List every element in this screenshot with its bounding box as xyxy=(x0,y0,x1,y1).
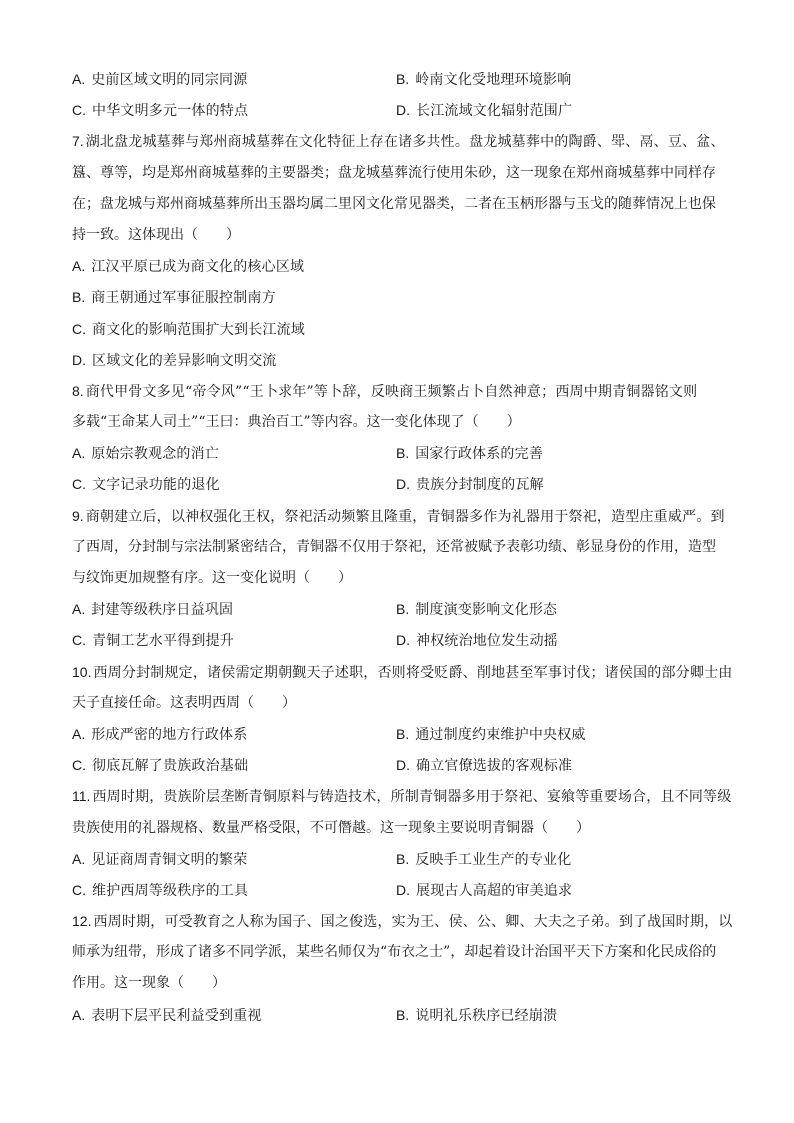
q11-option-a: A. 见证商周青铜文明的繁荣 xyxy=(72,850,248,868)
question-12 xyxy=(72,906,748,1031)
q8-option-c: C. 文字记录功能的退化 xyxy=(72,476,220,494)
question-stem-line: 在；盘龙城与郑州商城墓葬所出玉器均属二里冈文化常见器类，二者在玉柄形器与玉戈的随葬情况上也保 xyxy=(72,195,716,212)
question-10 xyxy=(72,657,748,782)
q6-option-b: B. 岭南文化受地理环境影响 xyxy=(396,71,572,88)
q8-options-row-1 xyxy=(72,438,748,469)
question-7 xyxy=(72,126,748,376)
question-stem-line: 与纹饰更加规整有序。这一变化说明（ ） xyxy=(72,570,352,586)
q7-option-d: D. 区域文化的差异影响文明交流 xyxy=(72,351,277,369)
q10-options-row-2 xyxy=(72,750,748,781)
q7-option-b: B. 商王朝通过军事征服控制南方 xyxy=(72,289,276,307)
q12-options-row-1 xyxy=(72,1000,748,1031)
q11-option-b: B. 反映手工业生产的专业化 xyxy=(396,850,572,868)
q8-option-b: B. 国家行政体系的完善 xyxy=(396,445,544,463)
question-stem-line: 7. 湖北盘龙城墓葬与郑州商城墓葬在文化特征上存在诸多共性。盘龙城墓葬中的陶爵、斝、鬲、豆、盆、 xyxy=(72,133,725,151)
q11-option-d: D. 展现古人高超的审美追求 xyxy=(396,881,573,899)
q10-option-c: C. 彻底瓦解了贵族政治基础 xyxy=(72,757,249,775)
question-8 xyxy=(72,376,748,501)
q10-option-b: B. 通过制度约束维护中央权威 xyxy=(396,725,586,743)
question-stem-line: 11. 西周时期，贵族阶层垄断青铜原料与铸造技术，所制青铜器多用于祭祀、宴飨等重要场合，且不同等级 xyxy=(72,788,732,806)
q6-option-d: D. 长江流域文化辐射范围广 xyxy=(396,102,573,120)
question-stem-line: 天子直接任命。这表明西周（ ） xyxy=(72,694,296,711)
q8-option-a: A. 原始宗教观念的消亡 xyxy=(72,445,220,463)
q6-options-row-2 xyxy=(72,95,748,126)
q6-option-a: A. 史前区域文明的同宗同源 xyxy=(72,71,248,88)
question-stem-line: 10. 西周分封制规定，诸侯需定期朝觐天子述职，否则将受贬爵、削地甚至军事讨伐；诸侯国的部分卿士由 xyxy=(72,663,733,681)
q9-option-b: B. 制度演变影响文化形态 xyxy=(396,601,558,619)
question-stem-line: 多载“王命某人司土”“王曰：典治百工”等内容。这一变化体现了（ ） xyxy=(72,414,521,431)
question-9 xyxy=(72,501,748,657)
q9-options-row-1 xyxy=(72,594,748,625)
question-11 xyxy=(72,781,748,906)
q7-option-c: C. 商文化的影响范围扩大到长江流域 xyxy=(72,320,305,338)
question-stem-line: 12. 西周时期，可受教育之人称为国子、国之俊选，实为王、侯、公、卿、大夫之子弟。到了战国时期，以 xyxy=(72,913,733,931)
question-stem-line: 师承为纽带，形成了诸多不同学派，某些名师仅为“布衣之士”，却起着设计治国平天下方案和化民成俗的 xyxy=(72,944,717,961)
q11-options-row-2 xyxy=(72,875,748,906)
q9-option-a: A. 封建等级秩序日益巩固 xyxy=(72,601,234,619)
question-stem-line: 了西周，分封制与宗法制紧密结合，青铜器不仅用于祭祀，还常被赋予表彰功绩、彰显身份的作用，造型 xyxy=(72,538,716,555)
q11-option-c: C. 维护西周等级秩序的工具 xyxy=(72,881,249,899)
question-stem-line: 贵族使用的礼器规格、数量严格受限，不可僭越。这一现象主要说明青铜器（ ） xyxy=(72,819,590,836)
question-stem-line: 9. 商朝建立后，以神权强化王权，祭祀活动频繁且隆重，青铜器多作为礼器用于祭祀，造型庄重威严。到 xyxy=(72,507,725,525)
q11-options-row-1 xyxy=(72,844,748,875)
q7-option-a: A. 江汉平原已成为商文化的核心区域 xyxy=(72,258,305,276)
q12-option-a: A. 表明下层平民利益受到重视 xyxy=(72,1006,262,1024)
question-stem-line: 持一致。这体现出（ ） xyxy=(72,226,240,243)
q10-option-a: A. 形成严密的地方行政体系 xyxy=(72,725,248,743)
q9-option-c: C. 青铜工艺水平得到提升 xyxy=(72,632,234,650)
q9-option-d: D. 神权统治地位发生动摇 xyxy=(396,632,558,650)
q12-option-b: B. 说明礼乐秩序已经崩溃 xyxy=(396,1006,558,1024)
q9-options-row-2 xyxy=(72,625,748,656)
question-stem-line: 簋、尊等，均是郑州商城墓葬的主要器类；盘龙城墓葬流行使用朱砂，这一现象在郑州商城墓葬中同样存 xyxy=(72,164,716,181)
q10-options-row-1 xyxy=(72,719,748,750)
question-stem-line: 作用。这一现象（ ） xyxy=(72,975,226,992)
q6-options-row-1 xyxy=(72,64,748,95)
q6-option-c: C. 中华文明多元一体的特点 xyxy=(72,102,249,120)
question-stem-line: 8. 商代甲骨文多见“帝令风”“王卜求年”等卜辞，反映商王频繁占卜自然神意；西周中期青铜器铭文则 xyxy=(72,382,698,400)
q8-option-d: D. 贵族分封制度的瓦解 xyxy=(396,476,544,494)
q10-option-d: D. 确立官僚选拔的客观标准 xyxy=(396,757,573,775)
q8-options-row-2 xyxy=(72,469,748,500)
